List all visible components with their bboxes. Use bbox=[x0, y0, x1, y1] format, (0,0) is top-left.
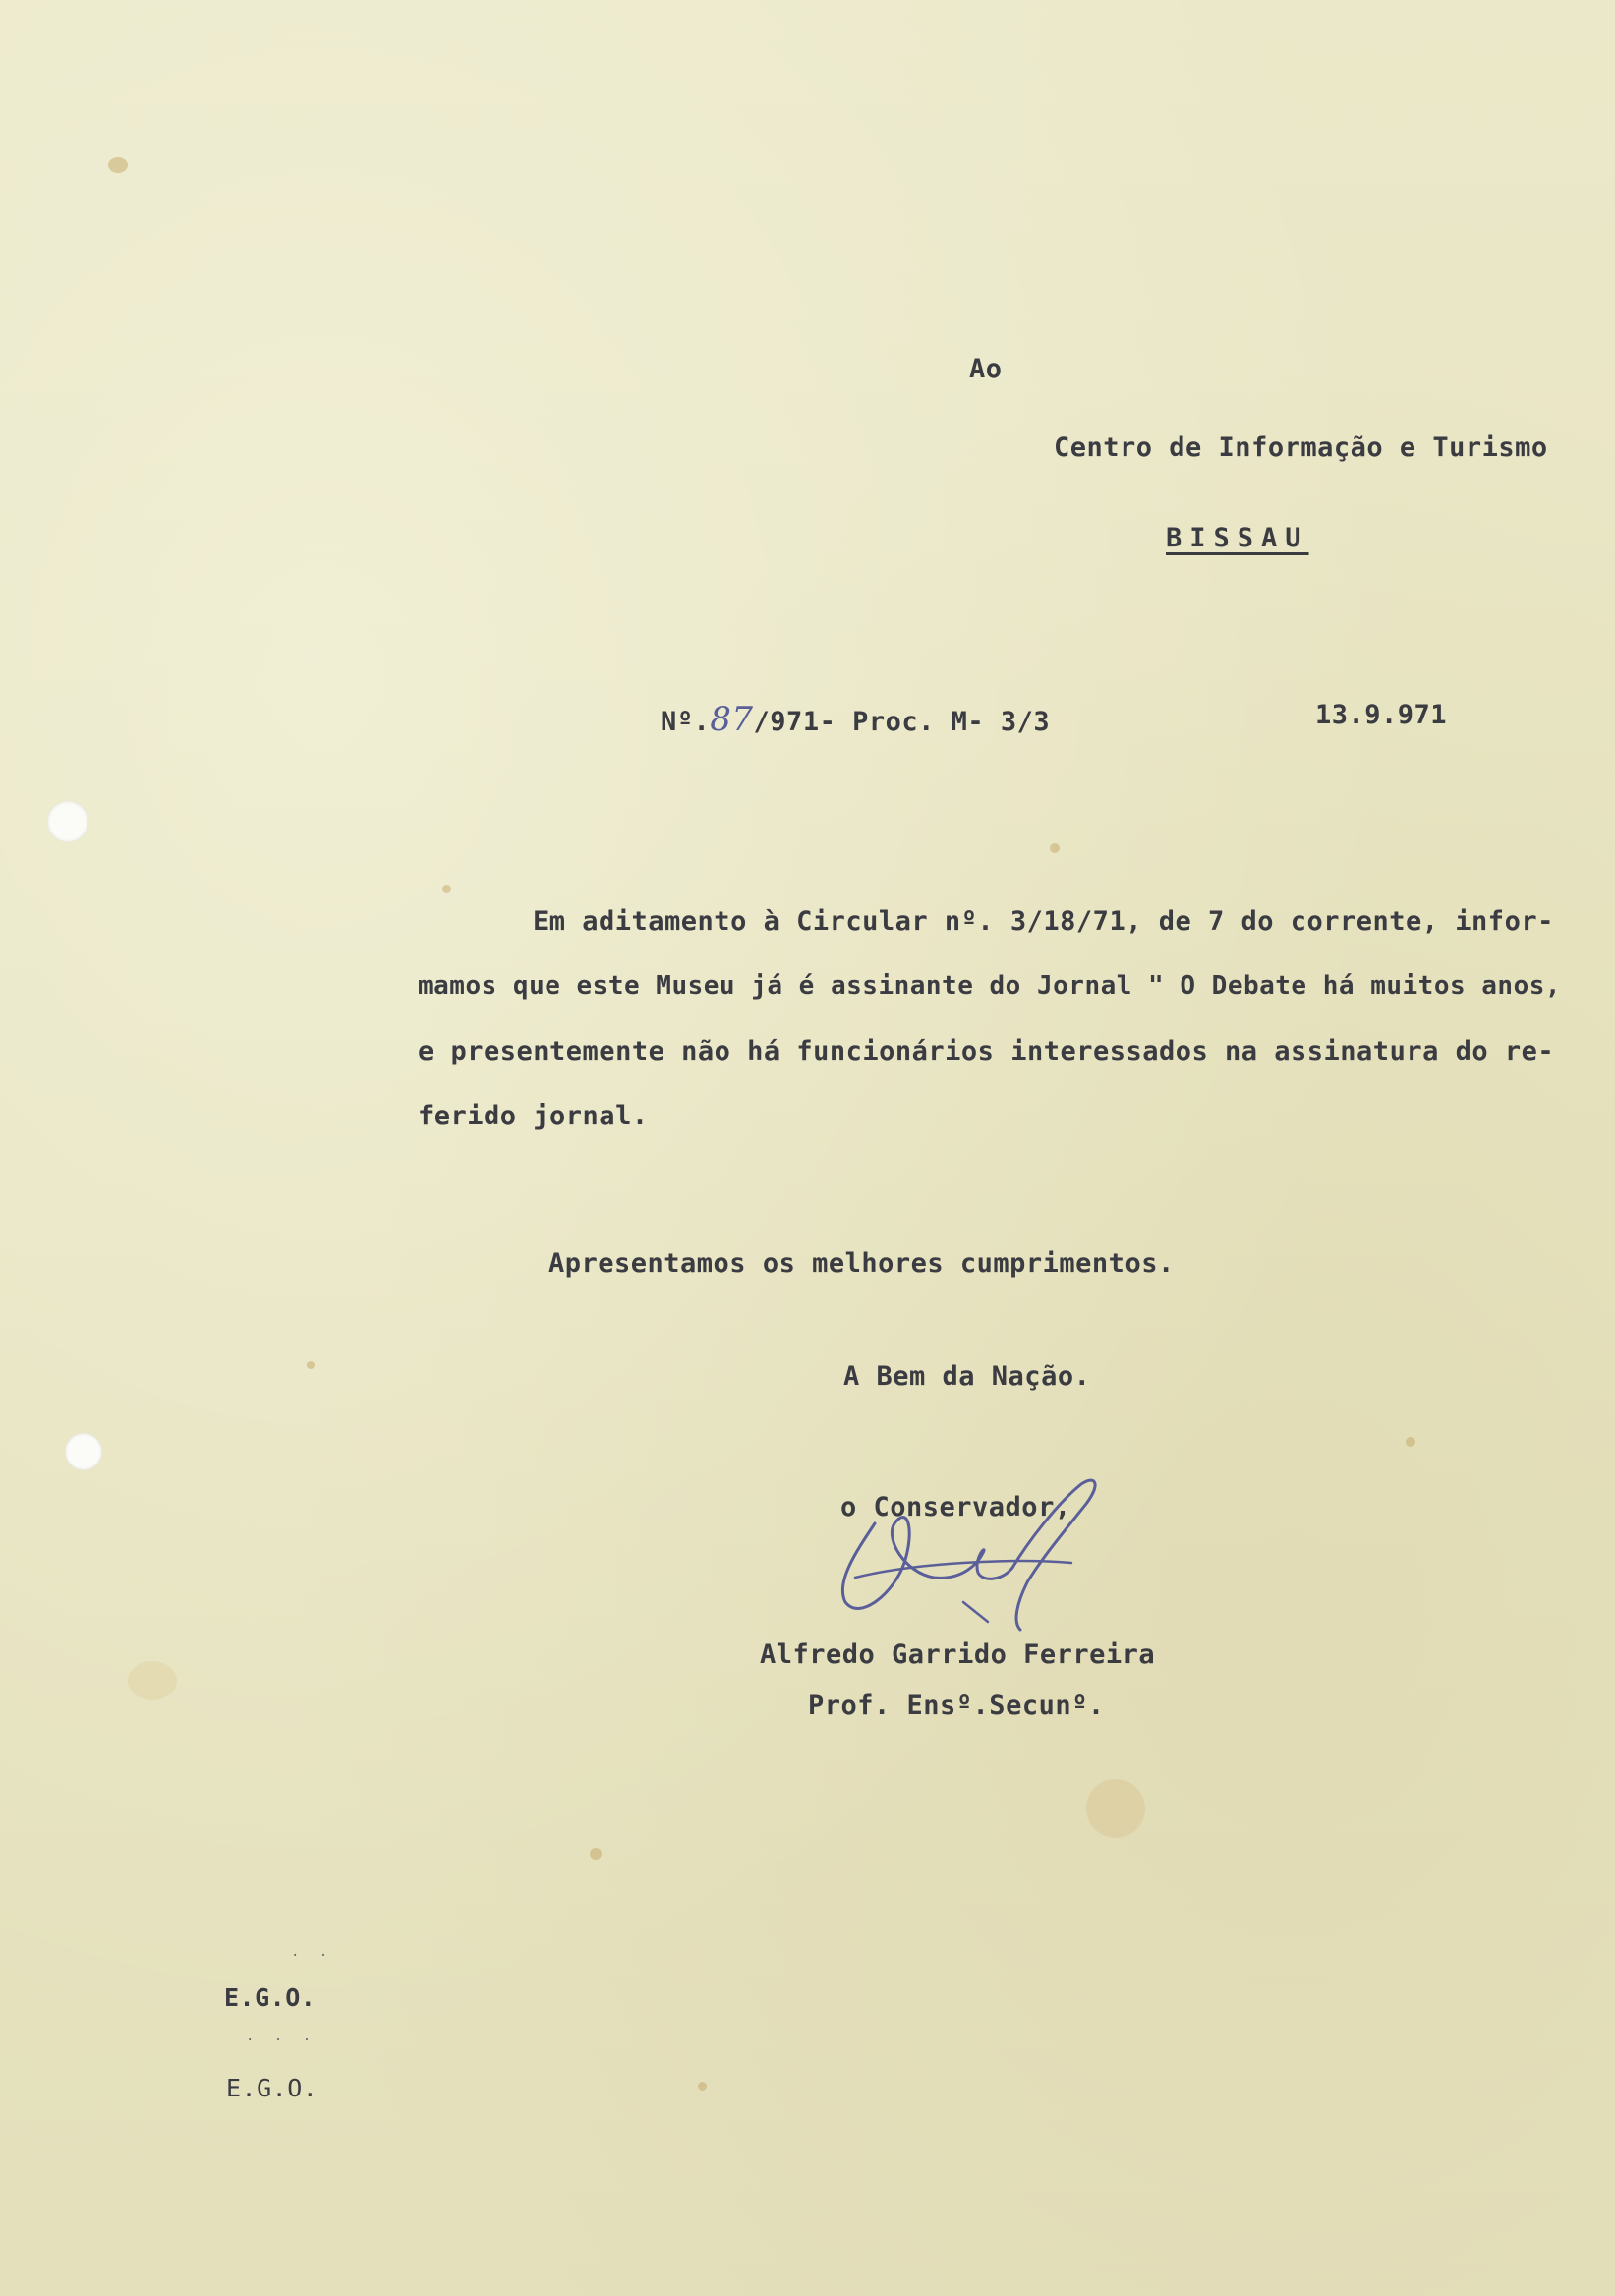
body-line-3: e presentemente não há funcionários interessados na assinatura do re- bbox=[418, 1036, 1555, 1066]
handwritten-number: 87 bbox=[710, 700, 754, 739]
dots-decoration: . . bbox=[291, 1944, 334, 1960]
punch-hole-top bbox=[47, 801, 88, 842]
handwritten-signature bbox=[816, 1464, 1140, 1632]
reference-suffix: /971- Proc. M- 3/3 bbox=[753, 707, 1051, 737]
body-line-1: Em aditamento à Circular nº. 3/18/71, de 7 do corrente, infor- bbox=[533, 906, 1554, 937]
closing: Apresentamos os melhores cumprimentos. bbox=[548, 1248, 1175, 1279]
letter-date: 13.9.971 bbox=[1315, 700, 1448, 730]
motto: A Bem da Nação. bbox=[843, 1361, 1091, 1392]
dots-decoration: . . . bbox=[246, 2029, 317, 2044]
paper-stain bbox=[698, 2082, 707, 2091]
paper-stain bbox=[307, 1361, 315, 1369]
paper-stain bbox=[1406, 1437, 1415, 1447]
punch-hole-bottom bbox=[65, 1433, 102, 1470]
signer-title: o Conservador, bbox=[840, 1492, 1071, 1522]
salutation: Ao bbox=[969, 354, 1003, 384]
signer-name: Alfredo Garrido Ferreira bbox=[760, 1639, 1156, 1670]
initials-1: E.G.O. bbox=[224, 1983, 317, 2012]
initials-2: E.G.O. bbox=[226, 2074, 318, 2102]
paper-stain bbox=[590, 1848, 602, 1860]
signer-credentials: Prof. Ensº.Secunº. bbox=[808, 1691, 1105, 1721]
paper-stain bbox=[108, 157, 128, 173]
paper-stain bbox=[1086, 1779, 1145, 1838]
paper-stain bbox=[442, 885, 451, 893]
city: BISSAU bbox=[1166, 523, 1309, 553]
body-line-2: mamos que este Museu já é assinante do Jornal " O Debate há muitos anos, bbox=[418, 971, 1562, 1001]
recipient: Centro de Informação e Turismo bbox=[1054, 432, 1548, 463]
reference-line bbox=[661, 700, 1050, 739]
reference-prefix: Nº. bbox=[661, 707, 711, 737]
paper-stain bbox=[1050, 843, 1060, 853]
body-line-4: ferido jornal. bbox=[418, 1101, 649, 1131]
paper-stain bbox=[128, 1661, 177, 1700]
